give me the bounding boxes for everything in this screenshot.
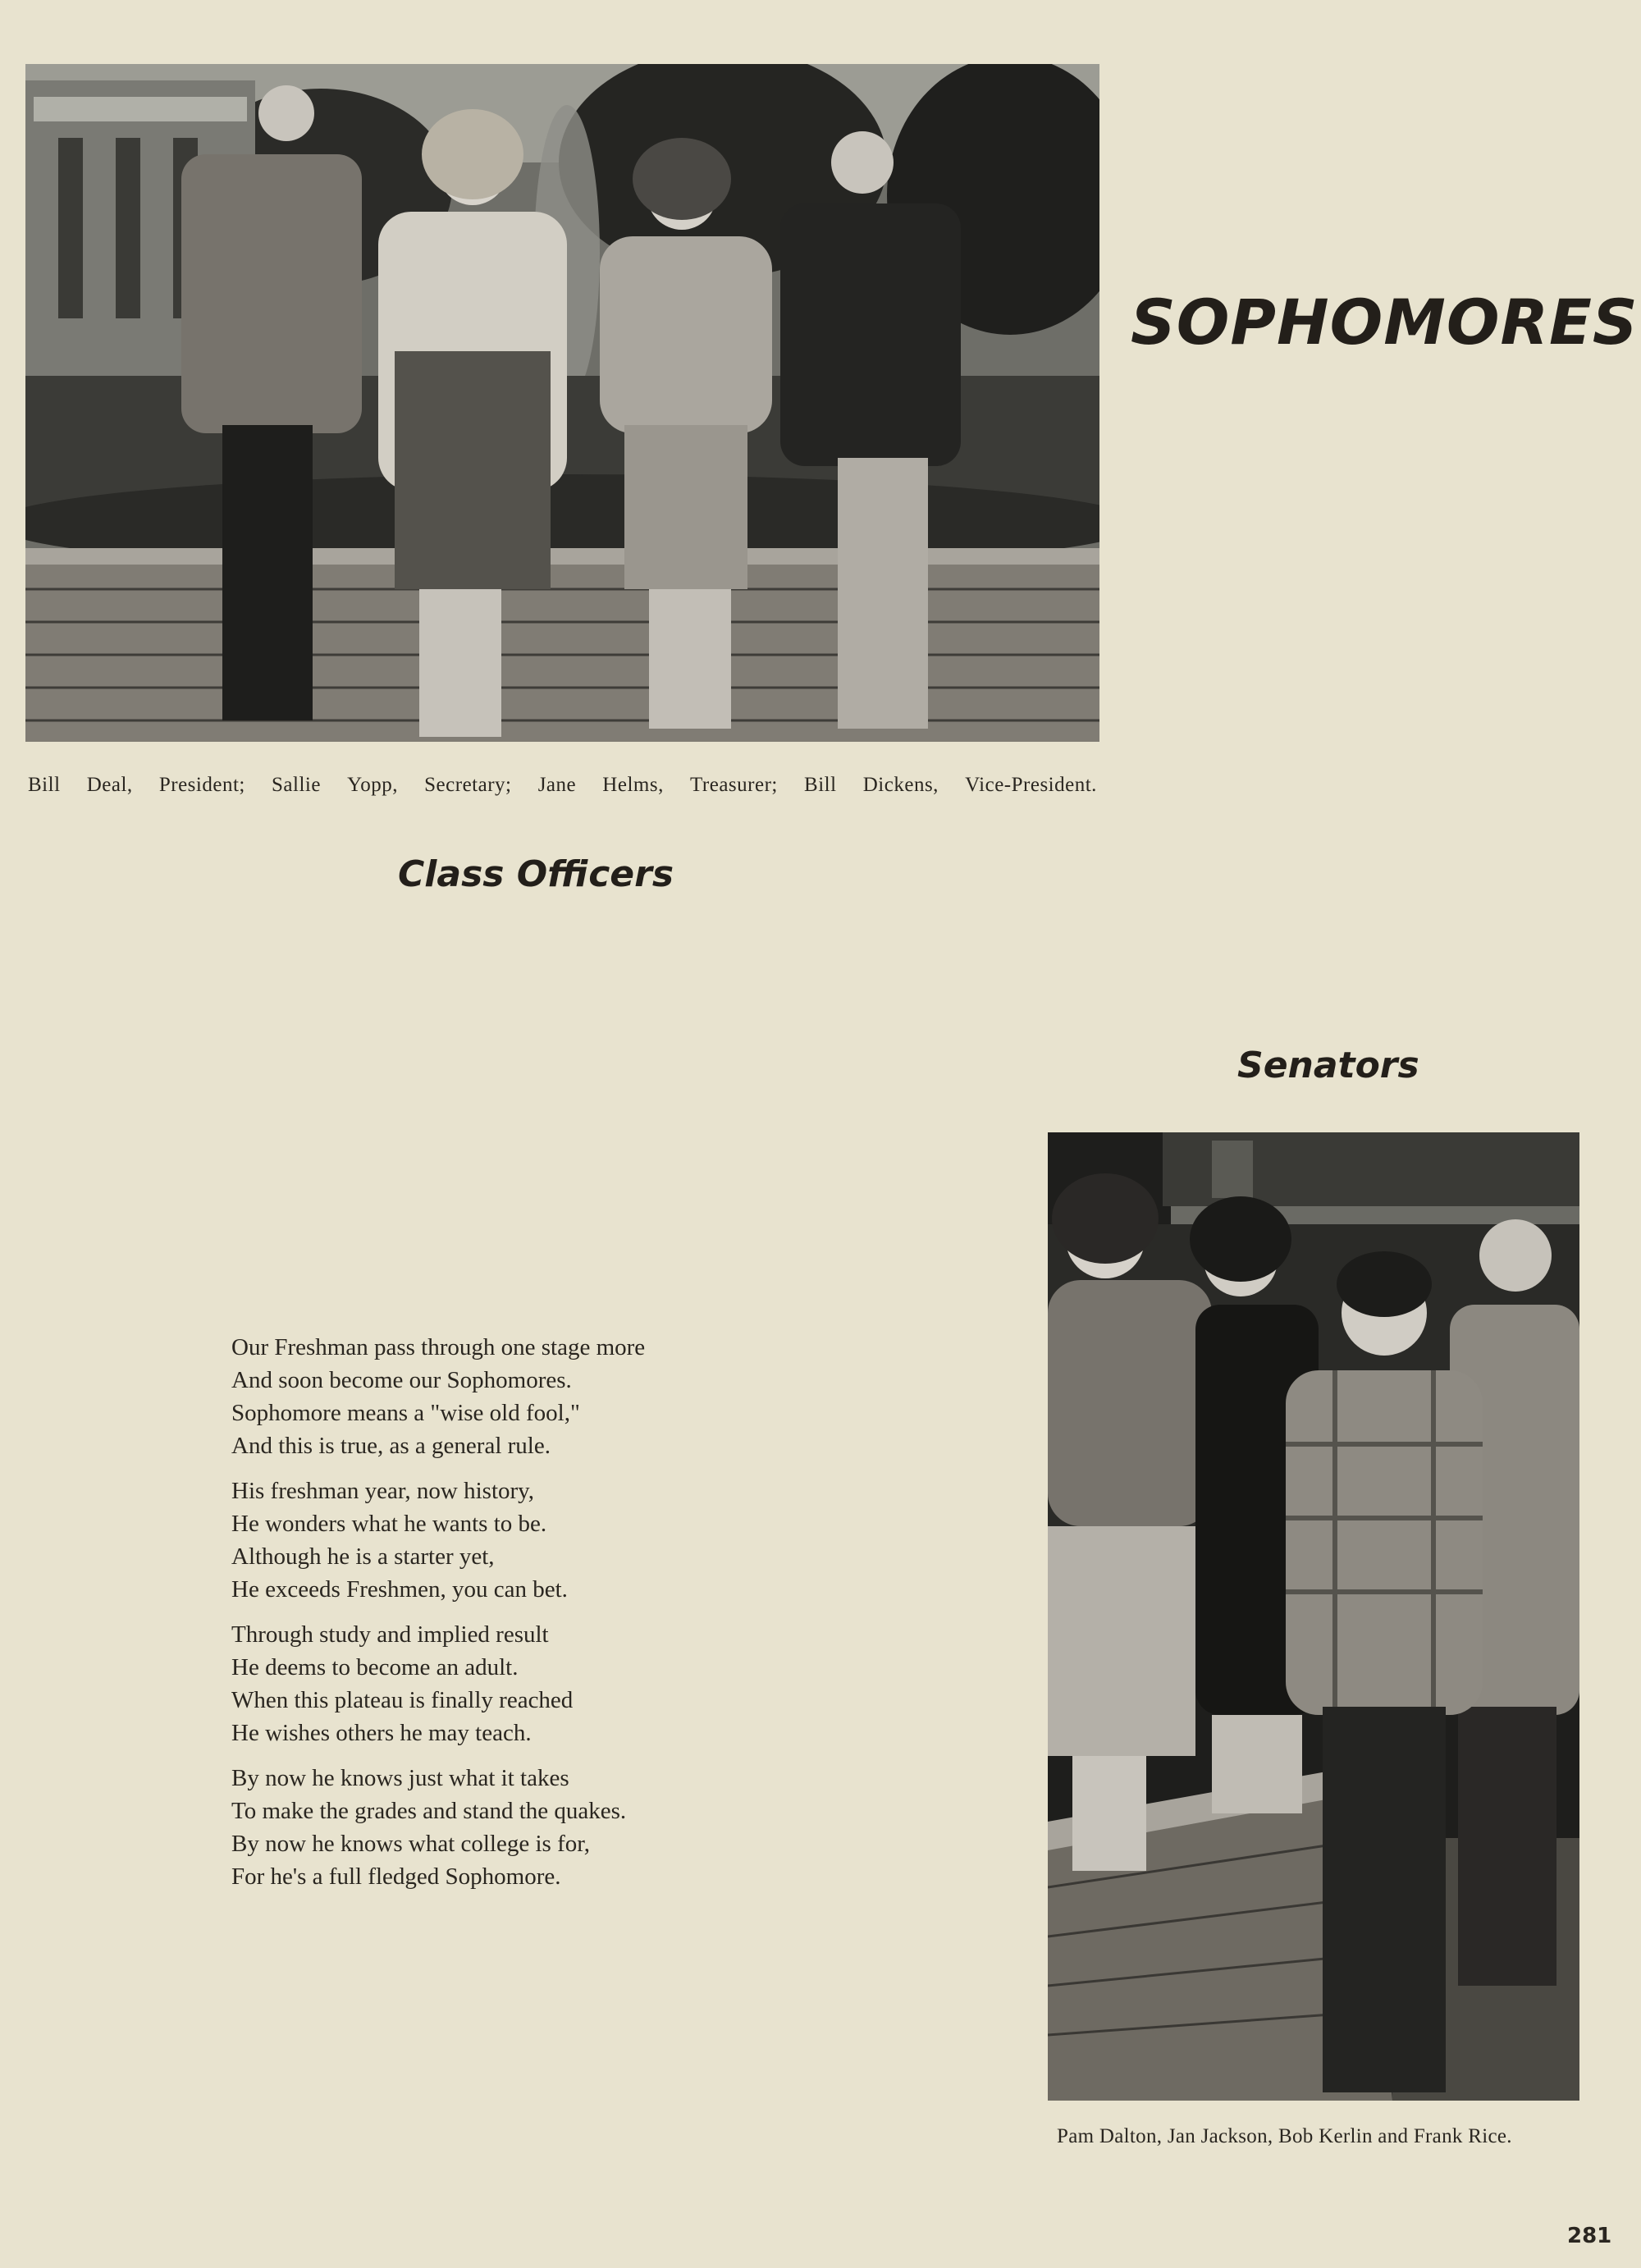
- caption-word: Jane: [537, 774, 577, 796]
- poem-line: When this plateau is finally reached: [231, 1687, 574, 1713]
- poem-line: For he's a full fledged Sophomore.: [231, 1863, 561, 1890]
- poem-line: To make the grades and stand the quakes.: [231, 1798, 627, 1824]
- poem-stanza: [231, 1618, 645, 1749]
- page-number: 281: [1567, 2224, 1612, 2248]
- poem-line: Through study and implied result: [231, 1621, 549, 1648]
- poem-line: He exceeds Freshmen, you can bet.: [231, 1576, 568, 1603]
- poem-line: By now he knows what college is for,: [231, 1831, 590, 1857]
- poem-line: He deems to become an adult.: [231, 1654, 519, 1680]
- caption-word: Secretary;: [424, 774, 512, 796]
- poem-stanza: [231, 1331, 645, 1462]
- senators-photo: [1048, 1132, 1579, 2101]
- caption-word: Bill: [28, 774, 61, 796]
- poem-line: Although he is a starter yet,: [231, 1543, 495, 1570]
- senators-heading: Senators: [1237, 1045, 1419, 1086]
- poem-line: He wishes others he may teach.: [231, 1720, 532, 1746]
- poem: [231, 1331, 645, 1905]
- poem-line: And soon become our Sophomores.: [231, 1367, 572, 1393]
- poem-line: By now he knows just what it takes: [231, 1765, 569, 1791]
- caption-word: Treasurer;: [690, 774, 778, 796]
- caption-word: Dickens,: [862, 774, 939, 796]
- caption-word: Vice-President.: [965, 774, 1097, 796]
- caption-word: Yopp,: [347, 774, 398, 796]
- caption-word: President;: [158, 774, 245, 796]
- poem-line: He wonders what he wants to be.: [231, 1511, 547, 1537]
- poem-line: And this is true, as a general rule.: [231, 1433, 551, 1459]
- caption-word: Deal,: [86, 774, 133, 796]
- poem-stanza: [231, 1475, 645, 1606]
- class-officers-caption: [28, 774, 1097, 797]
- poem-line: His freshman year, now history,: [231, 1478, 535, 1504]
- class-officers-photo: [25, 64, 1099, 742]
- caption-word: Helms,: [602, 774, 664, 796]
- poem-stanza: [231, 1762, 645, 1893]
- caption-word: Bill: [804, 774, 837, 796]
- class-officers-heading: Class Officers: [398, 853, 674, 895]
- senators-caption: Pam Dalton, Jan Jackson, Bob Kerlin and Frank Rice.: [1057, 2125, 1512, 2147]
- poem-line: Sophomore means a "wise old fool,": [231, 1400, 580, 1426]
- page-title: SOPHOMORES: [1131, 286, 1639, 359]
- poem-line: Our Freshman pass through one stage more: [231, 1334, 646, 1360]
- caption-word: Sallie: [272, 774, 321, 796]
